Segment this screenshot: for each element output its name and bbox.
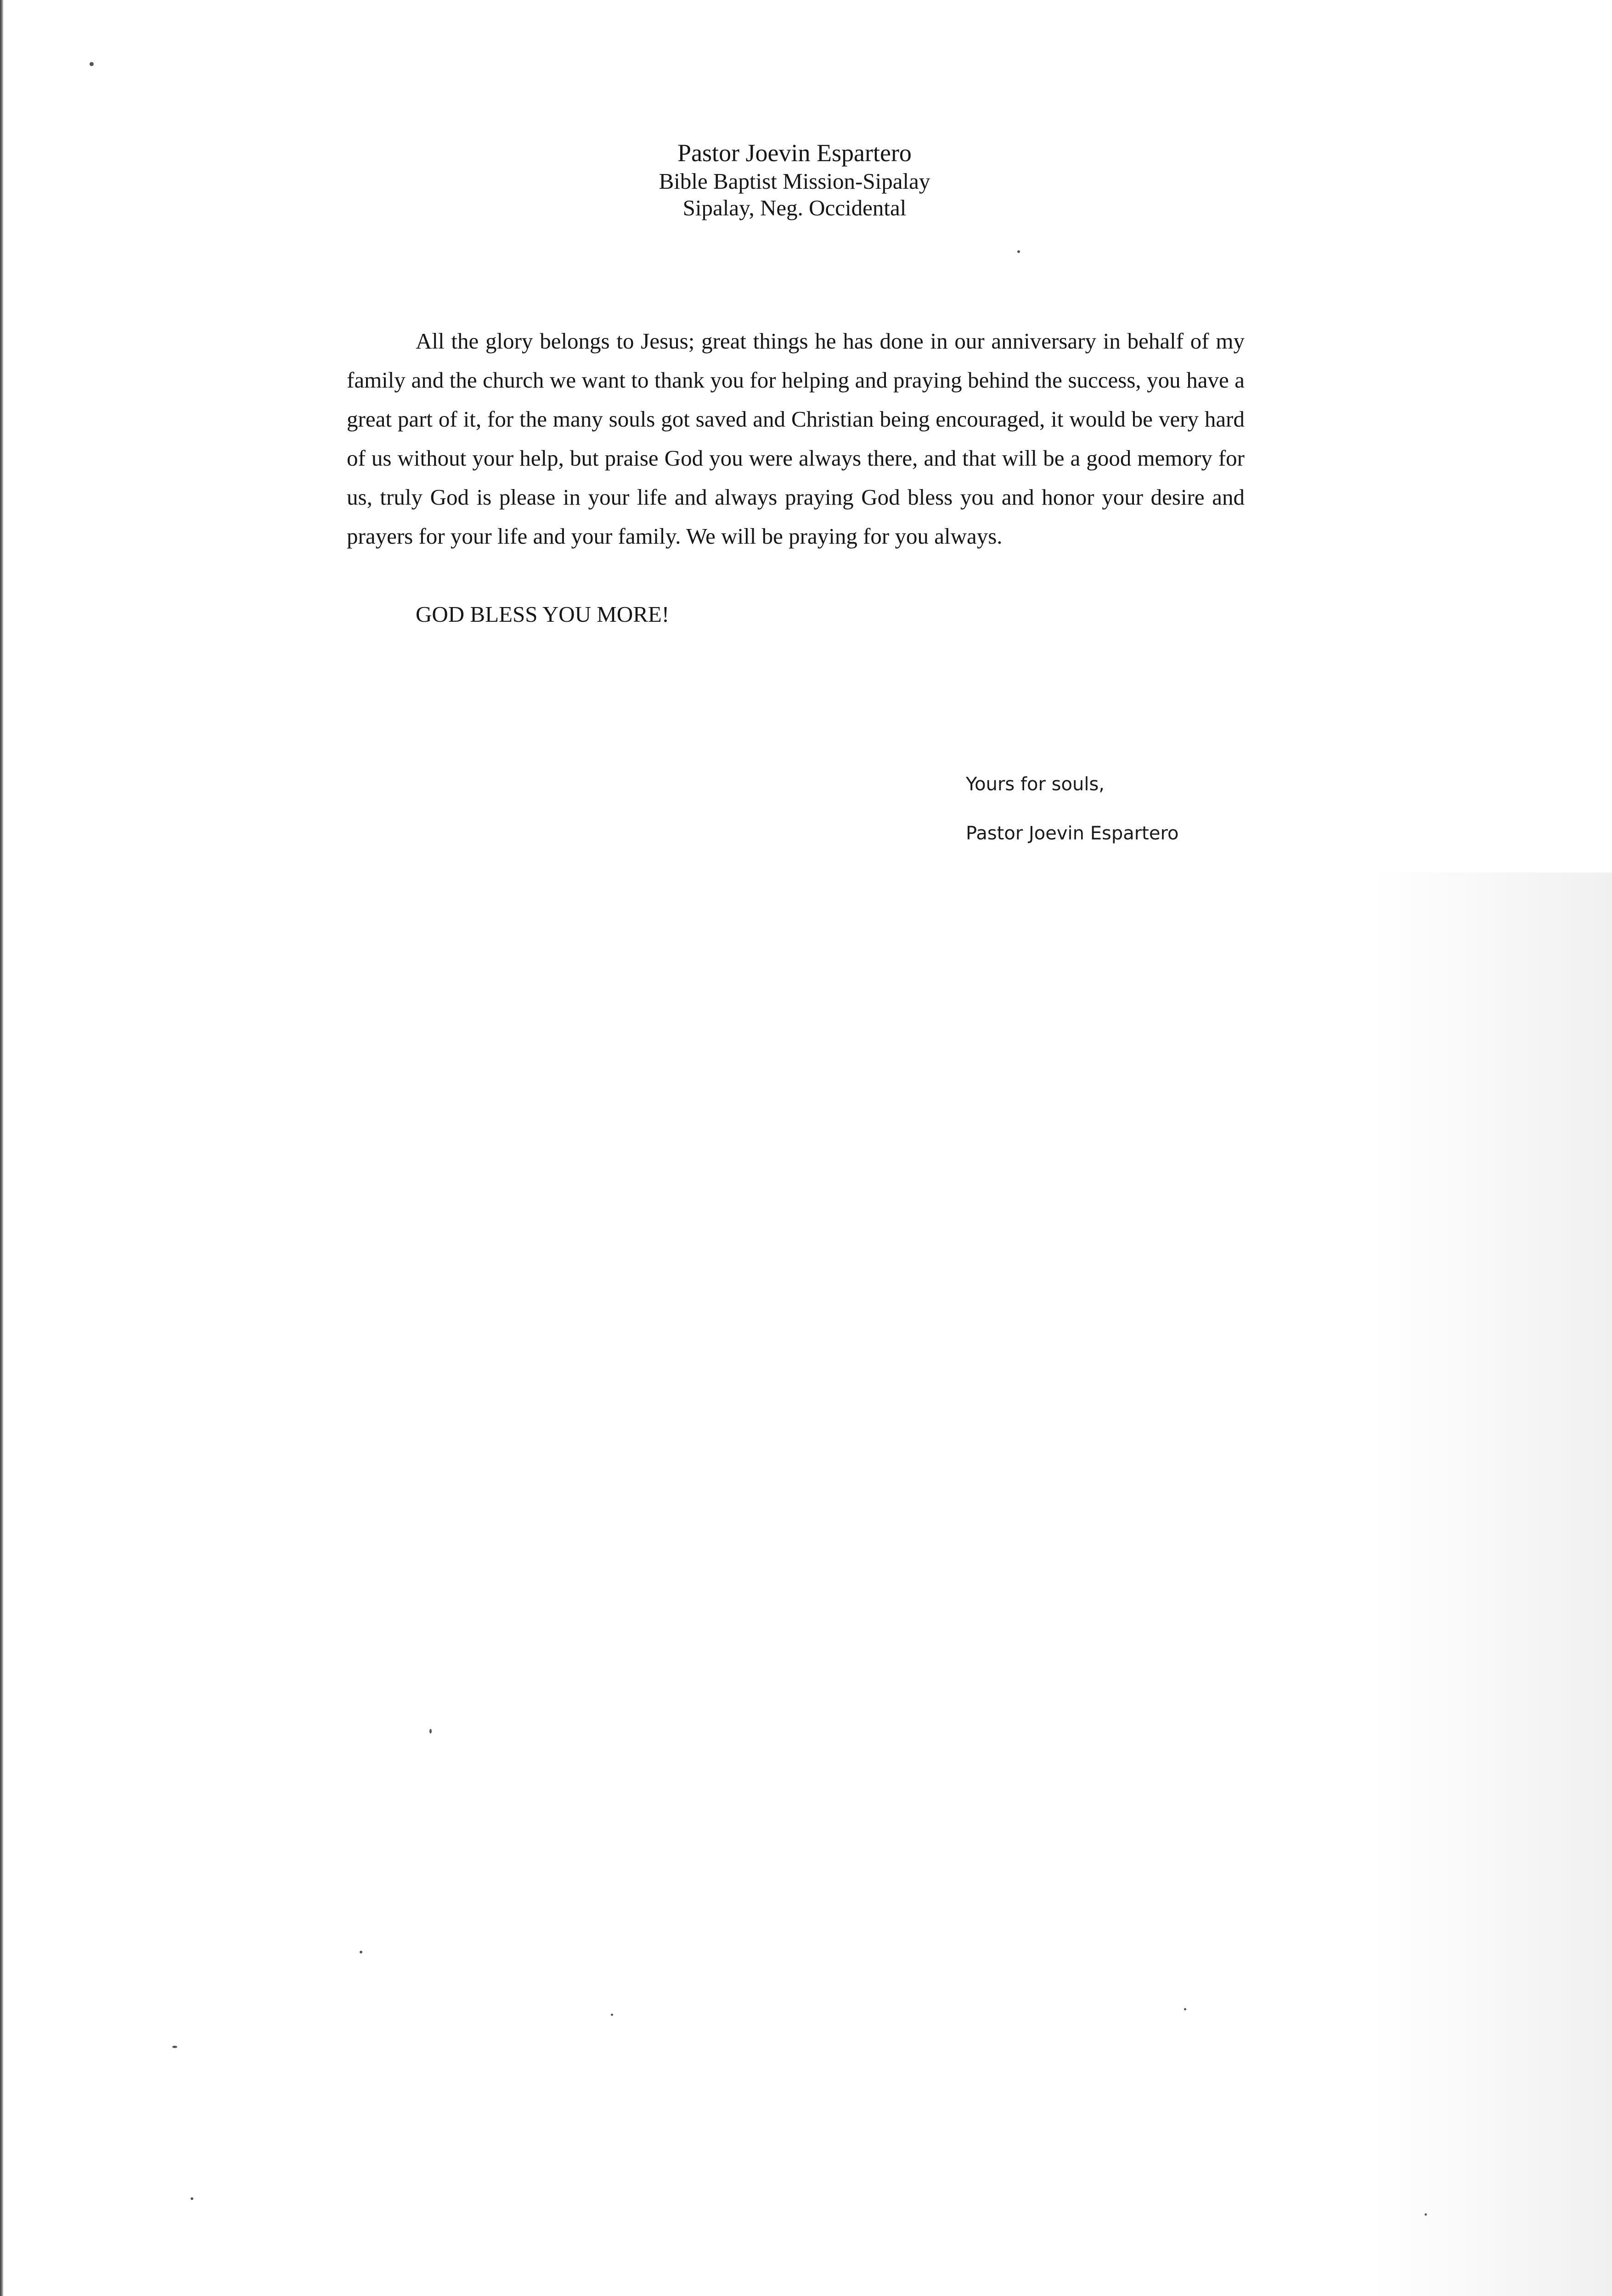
- letterhead-name: Pastor Joevin Espartero: [677, 139, 912, 167]
- scan-speck: [360, 1951, 362, 1953]
- scan-speck: [429, 1729, 432, 1733]
- scan-speck: [1184, 2008, 1186, 2010]
- signature-name: Pastor Joevin Espartero: [966, 823, 1179, 844]
- letterhead: [0, 138, 1589, 221]
- scan-speck: [1017, 250, 1020, 253]
- letter-body-paragraph: All the glory belongs to Jesus; great things he has done in our anniversary in behalf of my family and the church we want to thank you for helping and praying behind the success, you have a great part of it, for the many souls got saved and Christian being encouraged, it would be very hard of us without your help, but praise God you were always there, and that will be a good memory for us, truly God is please in your life and always praying God bless you and honor your desire and prayers for your life and your family. We will be praying for you always.: [347, 328, 1245, 549]
- scan-speck: [191, 2197, 193, 2200]
- blessing-line: GOD BLESS YOU MORE!: [416, 602, 670, 627]
- valediction: Yours for souls,: [966, 774, 1105, 795]
- scan-speck: [611, 2014, 613, 2016]
- scan-speck: [1425, 2213, 1427, 2216]
- scan-speck: [90, 62, 94, 66]
- letterhead-organization: Bible Baptist Mission-Sipalay: [659, 169, 930, 194]
- scan-shade-right: [1373, 872, 1612, 2296]
- letterhead-address: Sipalay, Neg. Occidental: [682, 195, 907, 220]
- scan-speck: [172, 2046, 177, 2048]
- scan-edge-left: [0, 0, 4, 2296]
